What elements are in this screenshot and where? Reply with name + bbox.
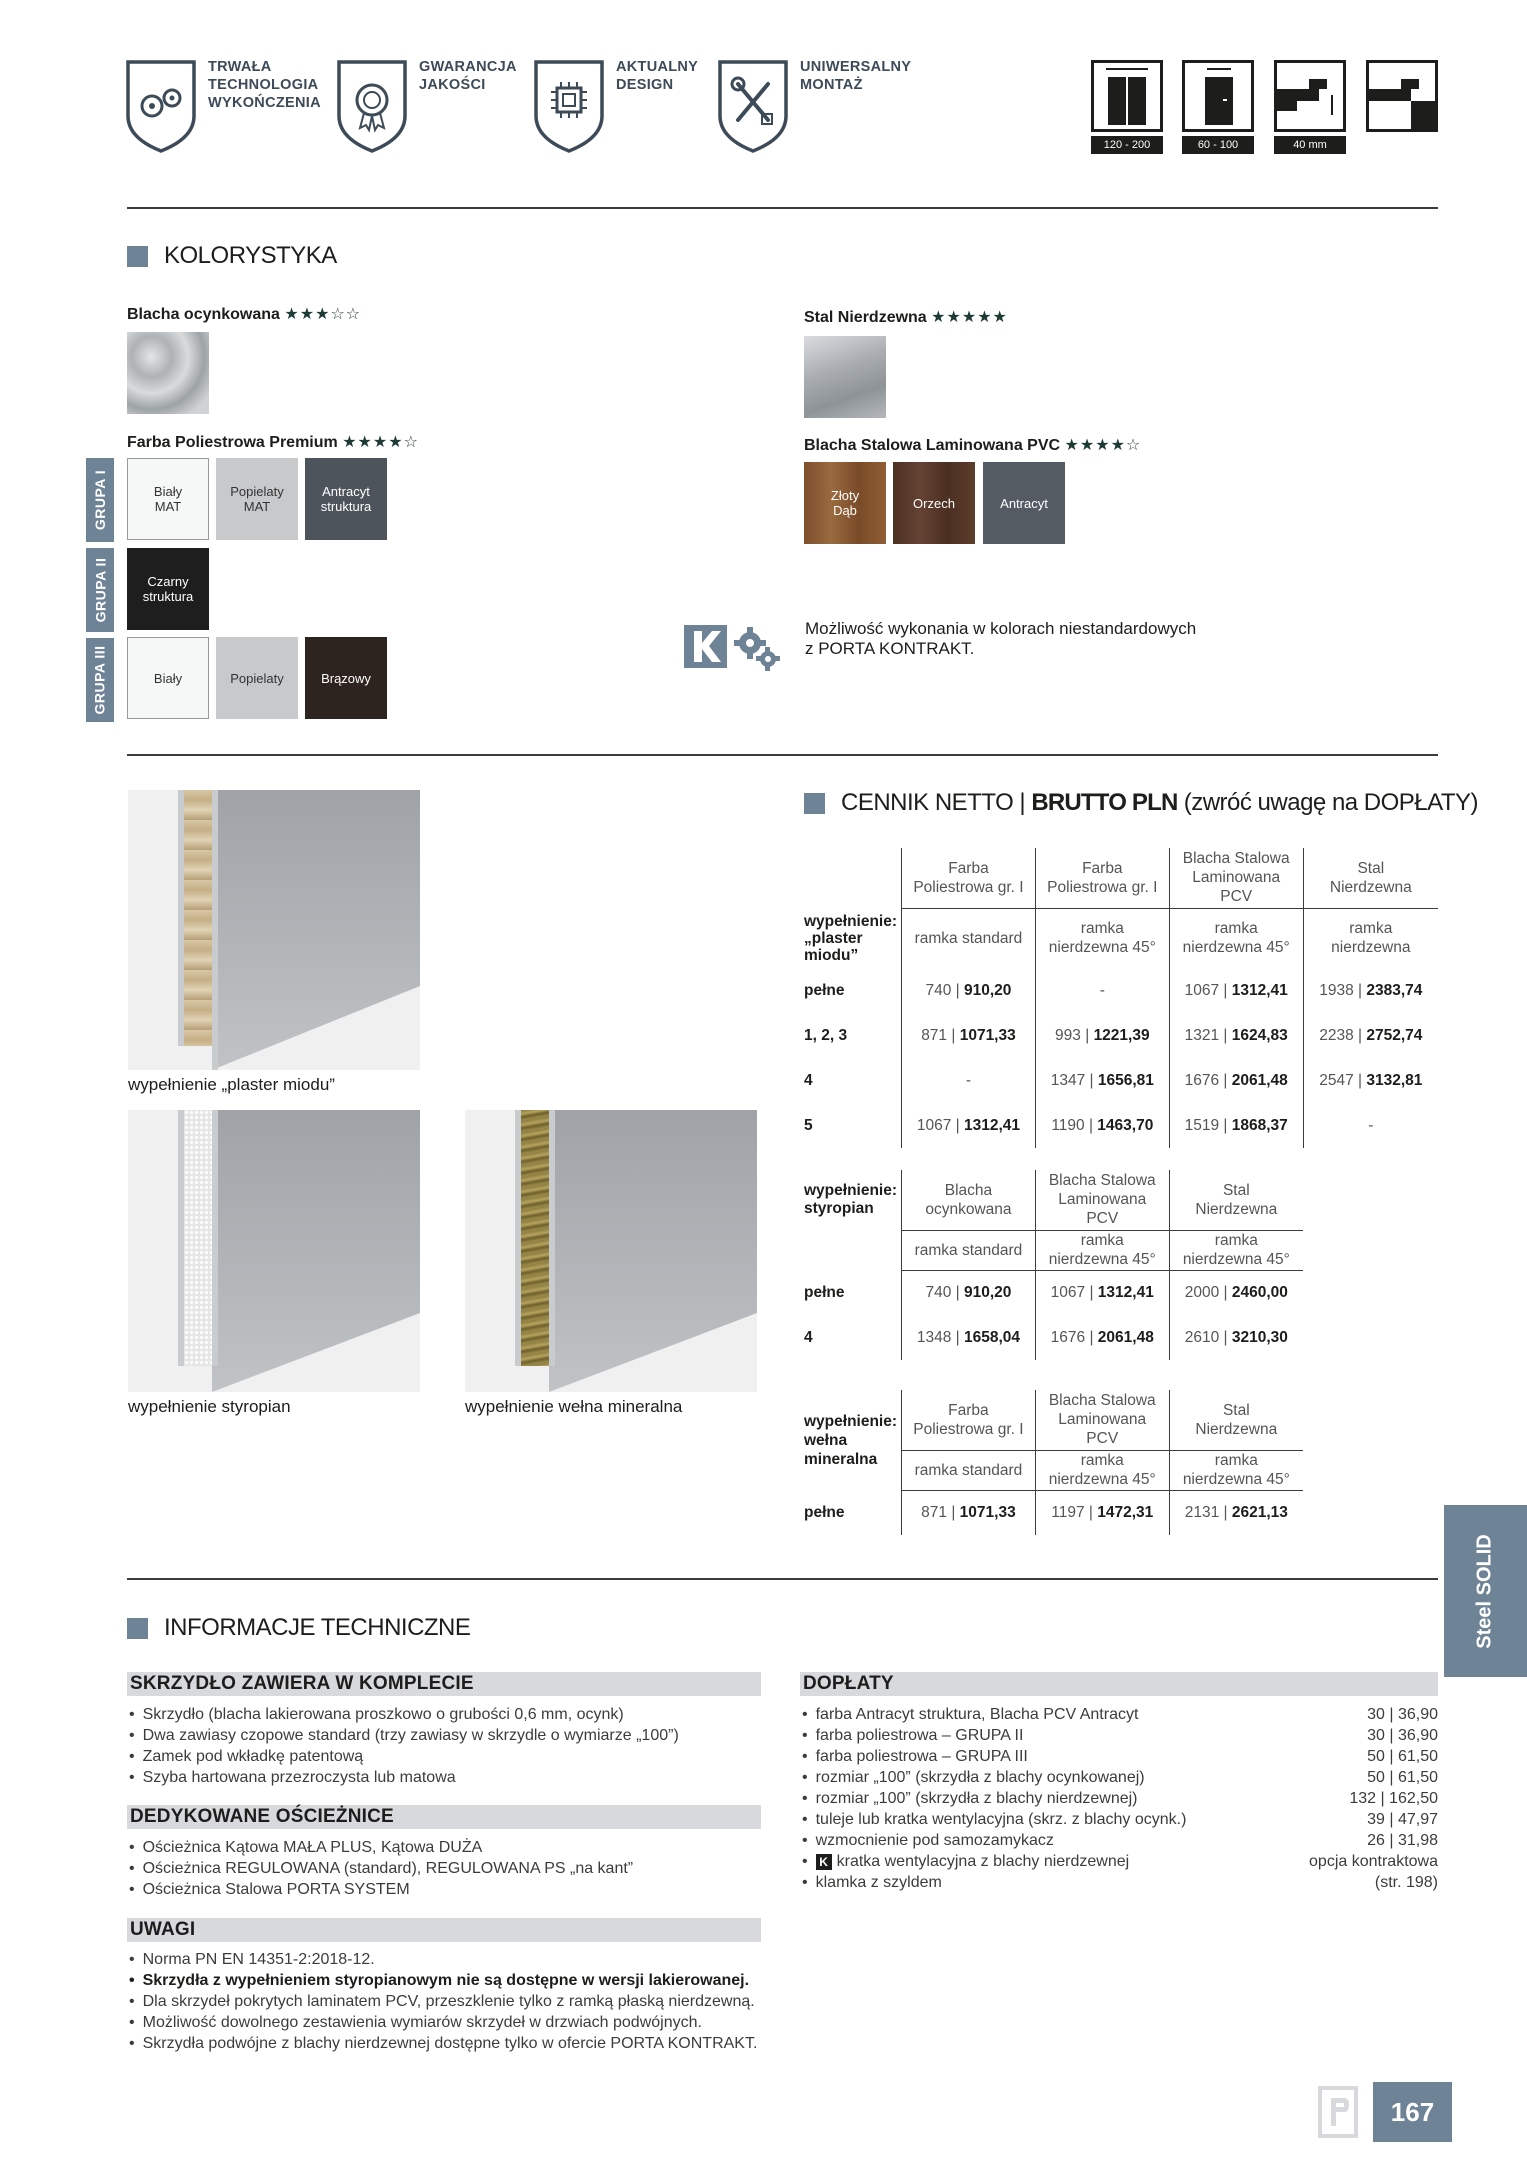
price-cell: 1347 | 1656,81 bbox=[1035, 1058, 1169, 1103]
color-swatch-orzech: Orzech bbox=[893, 462, 975, 544]
color-swatch-czarny-struktura: Czarny struktura bbox=[127, 548, 209, 630]
price-cell: 1348 | 1658,04 bbox=[902, 1315, 1036, 1360]
price-cell: 2238 | 2752,74 bbox=[1303, 1013, 1438, 1058]
rating-stars: ★★★★☆ bbox=[342, 434, 419, 451]
section-title-info: INFORMACJE TECHNICZNE bbox=[127, 1614, 470, 1642]
oscieznice-list bbox=[127, 1837, 761, 1900]
price-cell: 1676 | 2061,48 bbox=[1035, 1315, 1169, 1360]
dimension-label: 60 - 100 bbox=[1182, 136, 1254, 154]
price-cell: 2131 | 2621,13 bbox=[1169, 1490, 1303, 1535]
gears-shield-icon bbox=[124, 58, 198, 154]
list-item: • Ościeżnica Kątowa MAŁA PLUS, Kątowa DUŻA bbox=[127, 1837, 761, 1858]
frame-type: ramka nierdzewna 45° bbox=[1169, 1230, 1303, 1270]
uwagi-list bbox=[127, 1949, 787, 2054]
galvanized-label: Blacha ocynkowana ★★★☆☆ bbox=[127, 306, 362, 323]
rating-stars: ★★★★★ bbox=[931, 309, 1008, 326]
price-cell: 2547 | 3132,81 bbox=[1303, 1058, 1438, 1103]
list-item: • Skrzydła z wypełnieniem styropianowym nie są dostępne w wersji lakierowanej. bbox=[127, 1970, 787, 1991]
list-item: • rozmiar „100” (skrzydła z blachy nierdzewnej) 132 | 162,50 bbox=[800, 1788, 1438, 1809]
color-swatch-pvc-antracyt: Antracyt bbox=[983, 462, 1065, 544]
list-item: • farba poliestrowa – GRUPA III 50 | 61,50 bbox=[800, 1746, 1438, 1767]
column-header: Stal Nierdzewna bbox=[1303, 848, 1438, 908]
price-cell: 1067 | 1312,41 bbox=[1169, 968, 1303, 1013]
galvanized-swatch bbox=[127, 332, 209, 414]
uwagi-heading: UWAGI bbox=[127, 1918, 761, 1942]
page-number: 167 bbox=[1373, 2082, 1452, 2142]
color-swatch-popielaty: Popielaty bbox=[216, 637, 298, 719]
price-table-styrofoam bbox=[804, 1170, 1303, 1360]
badge-mounting bbox=[716, 58, 916, 158]
list-item: • Skrzydła podwójne z blachy nierdzewnej dostępne tylko w ofercie PORTA KONTRAKT. bbox=[127, 2033, 787, 2054]
section-marker bbox=[127, 246, 148, 267]
list-item: • Dwa zawiasy czopowe standard (trzy zawiasy w skrzydle o wymiarze „100”) bbox=[127, 1725, 761, 1746]
list-item: • tuleje lub kratka wentylacyjna (skrz. z blachy ocynk.) 39 | 47,97 bbox=[800, 1809, 1438, 1830]
list-item: • rozmiar „100” (skrzydła z blachy ocynkowanej) 50 | 61,50 bbox=[800, 1767, 1438, 1788]
list-item: • farba Antracyt struktura, Blacha PCV Antracyt 30 | 36,90 bbox=[800, 1704, 1438, 1725]
pvc-label: Blacha Stalowa Laminowana PVC ★★★★☆ bbox=[804, 437, 1142, 454]
price-cell: - bbox=[902, 1058, 1036, 1103]
single-door-icon bbox=[1182, 60, 1254, 132]
table-row: 4 - 1347 | 1656,81 1676 | 2061,48 2547 | 3132,81 bbox=[804, 1058, 1438, 1103]
table-row: pełne 740 | 910,20 1067 | 1312,41 2000 | 2460,00 bbox=[804, 1270, 1303, 1315]
custom-colors-note: Możliwość wykonania w kolorach niestandardowych z PORTA KONTRAKT. bbox=[805, 619, 1197, 658]
stainless-swatch bbox=[804, 336, 886, 418]
column-header: Farba Poliestrowa gr. I bbox=[1035, 848, 1169, 908]
price-cell: 871 | 1071,33 bbox=[902, 1490, 1036, 1535]
frame-type: ramka standard bbox=[902, 908, 1036, 968]
chip-shield-icon bbox=[532, 58, 606, 154]
badge-text: AKTUALNY DESIGN bbox=[616, 59, 699, 93]
group-label-1: GRUPA I bbox=[86, 458, 114, 542]
divider bbox=[127, 1578, 1438, 1580]
list-item: • klamka z szyldem (str. 198) bbox=[800, 1872, 1438, 1893]
frame-type: ramka standard bbox=[902, 1230, 1036, 1270]
table-row: 5 1067 | 1312,41 1190 | 1463,70 1519 | 1868,37 - bbox=[804, 1103, 1438, 1148]
fill-type-label: wypełnienie: wełna mineralna bbox=[804, 1412, 898, 1468]
table-row: pełne 740 | 910,20 - 1067 | 1312,41 1938 | 2383,74 bbox=[804, 968, 1438, 1013]
oscieznice-heading: DEDYKOWANE OŚCIEŻNICE bbox=[127, 1805, 761, 1829]
frame-type: ramka nierdzewna 45° bbox=[1169, 908, 1303, 968]
price-cell: 1067 | 1312,41 bbox=[1035, 1270, 1169, 1315]
column-header: Blacha Stalowa Laminowana PCV bbox=[1169, 848, 1303, 908]
price-cell: - bbox=[1303, 1103, 1438, 1148]
caption-honeycomb: wypełnienie „plaster miodu” bbox=[128, 1075, 335, 1094]
rating-stars: ★★★☆☆ bbox=[284, 306, 362, 323]
styrofoam-fill-image bbox=[128, 1110, 420, 1392]
caption-mineral-wool: wypełnienie wełna mineralna bbox=[465, 1397, 683, 1416]
list-item: • Możliwość dowolnego zestawienia wymiarów skrzydeł w drzwiach podwójnych. bbox=[127, 2012, 787, 2033]
price-cell: 740 | 910,20 bbox=[902, 1270, 1036, 1315]
porta-logo-icon bbox=[1318, 2086, 1358, 2138]
list-item: • Ościeżnica REGULOWANA (standard), REGULOWANA PS „na kant” bbox=[127, 1858, 761, 1879]
badge-text: GWARANCJA JAKOŚCI bbox=[419, 59, 517, 93]
tools-shield-icon bbox=[716, 58, 790, 154]
divider bbox=[127, 754, 1438, 756]
doplaty-list bbox=[800, 1704, 1438, 1893]
frame-type: ramka nierdzewna 45° bbox=[1035, 1450, 1169, 1490]
frame-type: ramka nierdzewna 45° bbox=[1169, 1450, 1303, 1490]
price-cell: 1190 | 1463,70 bbox=[1035, 1103, 1169, 1148]
price-cell: - bbox=[1035, 968, 1169, 1013]
frame-type: ramka nierdzewna 45° bbox=[1035, 1230, 1169, 1270]
honeycomb-fill-image bbox=[128, 790, 420, 1070]
table-row: pełne 871 | 1071,33 1197 | 1472,31 2131 | 2621,13 bbox=[804, 1490, 1303, 1535]
group-label-2: GRUPA II bbox=[86, 548, 114, 632]
side-tab-steel-solid: Steel SOLID bbox=[1444, 1505, 1527, 1677]
komplet-heading: SKRZYDŁO ZAWIERA W KOMPLECIE bbox=[127, 1672, 761, 1696]
price-cell: 993 | 1221,39 bbox=[1035, 1013, 1169, 1058]
dimension-label: 120 - 200 bbox=[1091, 136, 1163, 154]
price-cell: 1938 | 2383,74 bbox=[1303, 968, 1438, 1013]
list-item: • Szyba hartowana przezroczysta lub matowa bbox=[127, 1767, 761, 1788]
porta-kontrakt-k-icon: • K bbox=[816, 1854, 832, 1870]
caption-styrofoam: wypełnienie styropian bbox=[128, 1397, 291, 1416]
price-cell: 2610 | 3210,30 bbox=[1169, 1315, 1303, 1360]
badge-quality bbox=[335, 58, 515, 158]
door-threshold-icon bbox=[1366, 60, 1438, 132]
color-swatch-bialy-mat: Biały MAT bbox=[127, 458, 209, 540]
section-title-cennik: CENNIK NETTO | BRUTTO PLN (zwróć uwagę na DOPŁATY) bbox=[804, 789, 1478, 817]
price-cell: 1197 | 1472,31 bbox=[1035, 1490, 1169, 1535]
color-swatch-brazowy: Brązowy bbox=[305, 637, 387, 719]
column-header: Stal Nierdzewna bbox=[1169, 1170, 1303, 1230]
porta-kontrakt-k-icon bbox=[684, 625, 727, 668]
price-cell: 2000 | 2460,00 bbox=[1169, 1270, 1303, 1315]
price-cell: 1676 | 2061,48 bbox=[1169, 1058, 1303, 1103]
gears-icon bbox=[732, 625, 782, 671]
fill-type-label: wypełnienie: styropian bbox=[804, 1182, 898, 1217]
price-table-honeycomb bbox=[804, 848, 1438, 1148]
price-table-mineral-wool bbox=[804, 1390, 1303, 1535]
list-item: • Skrzydło (blacha lakierowana proszkowo o grubości 0,6 mm, ocynk) bbox=[127, 1704, 761, 1725]
quality-seal-shield-icon bbox=[335, 58, 409, 154]
list-item: • Ościeżnica Stalowa PORTA SYSTEM bbox=[127, 1879, 761, 1900]
stainless-label: Stal Nierdzewna ★★★★★ bbox=[804, 309, 1008, 326]
badge-design bbox=[532, 58, 702, 158]
section-marker bbox=[127, 1618, 148, 1639]
double-door-icon bbox=[1091, 60, 1163, 132]
list-item: • Norma PN EN 14351-2:2018-12. bbox=[127, 1949, 787, 1970]
column-header: Blacha Stalowa Laminowana PCV bbox=[1035, 1390, 1169, 1450]
section-marker bbox=[804, 793, 825, 814]
list-item: • Dla skrzydeł pokrytych laminatem PCV, przeszklenie tylko z ramką płaską nierdzewną. bbox=[127, 1991, 787, 2012]
price-cell: 871 | 1071,33 bbox=[902, 1013, 1036, 1058]
column-header: Farba Poliestrowa gr. I bbox=[902, 1390, 1036, 1450]
frame-type: ramka nierdzewna 45° bbox=[1035, 908, 1169, 968]
badge-finish-technology bbox=[124, 58, 324, 158]
price-cell: 1321 | 1624,83 bbox=[1169, 1013, 1303, 1058]
price-cell: 740 | 910,20 bbox=[902, 968, 1036, 1013]
color-swatch-antracyt-struktura: Antracyt struktura bbox=[305, 458, 387, 540]
price-cell: 1067 | 1312,41 bbox=[902, 1103, 1036, 1148]
dimension-label: 40 mm bbox=[1274, 136, 1346, 154]
fill-type-label: wypełnienie: „plaster miodu” bbox=[804, 912, 898, 964]
table-row: 4 1348 | 1658,04 1676 | 2061,48 2610 | 3210,30 bbox=[804, 1315, 1303, 1360]
polyester-label: Farba Poliestrowa Premium ★★★★☆ bbox=[127, 434, 419, 451]
list-item: • K kratka wentylacyjna z blachy nierdzewnej opcja kontraktowa bbox=[800, 1851, 1438, 1872]
mineral-wool-fill-image bbox=[465, 1110, 757, 1392]
frame-type: ramka nierdzewna bbox=[1303, 908, 1438, 968]
doplaty-heading: DOPŁATY bbox=[800, 1672, 1438, 1696]
column-header: Farba Poliestrowa gr. I bbox=[902, 848, 1036, 908]
rating-stars: ★★★★☆ bbox=[1064, 437, 1142, 454]
frame-type: ramka standard bbox=[902, 1450, 1036, 1490]
badge-text: TRWAŁA TECHNOLOGIA WYKOŃCZENIA bbox=[208, 59, 321, 111]
table-row: 1, 2, 3 871 | 1071,33 993 | 1221,39 1321 | 1624,83 2238 | 2752,74 bbox=[804, 1013, 1438, 1058]
group-label-3: GRUPA III bbox=[86, 638, 114, 722]
color-swatch-zloty-dab: Złoty Dąb bbox=[804, 462, 886, 544]
list-item: • farba poliestrowa – GRUPA II 30 | 36,90 bbox=[800, 1725, 1438, 1746]
column-header: Stal Nierdzewna bbox=[1169, 1390, 1303, 1450]
list-item: • Zamek pod wkładkę patentową bbox=[127, 1746, 761, 1767]
column-header: Blacha Stalowa Laminowana PCV bbox=[1035, 1170, 1169, 1230]
list-item: • wzmocnienie pod samozamykacz 26 | 31,98 bbox=[800, 1830, 1438, 1851]
badge-text: UNIWERSALNY MONTAŻ bbox=[800, 59, 912, 93]
divider bbox=[127, 207, 1438, 209]
color-swatch-popielaty-mat: Popielaty MAT bbox=[216, 458, 298, 540]
komplet-list bbox=[127, 1704, 761, 1788]
price-cell: 1519 | 1868,37 bbox=[1169, 1103, 1303, 1148]
door-thickness-icon bbox=[1274, 60, 1346, 132]
color-swatch-bialy: Biały bbox=[127, 637, 209, 719]
section-title-kolorystyka: KOLORYSTYKA bbox=[127, 242, 337, 270]
column-header: Blacha ocynkowana bbox=[902, 1170, 1036, 1230]
